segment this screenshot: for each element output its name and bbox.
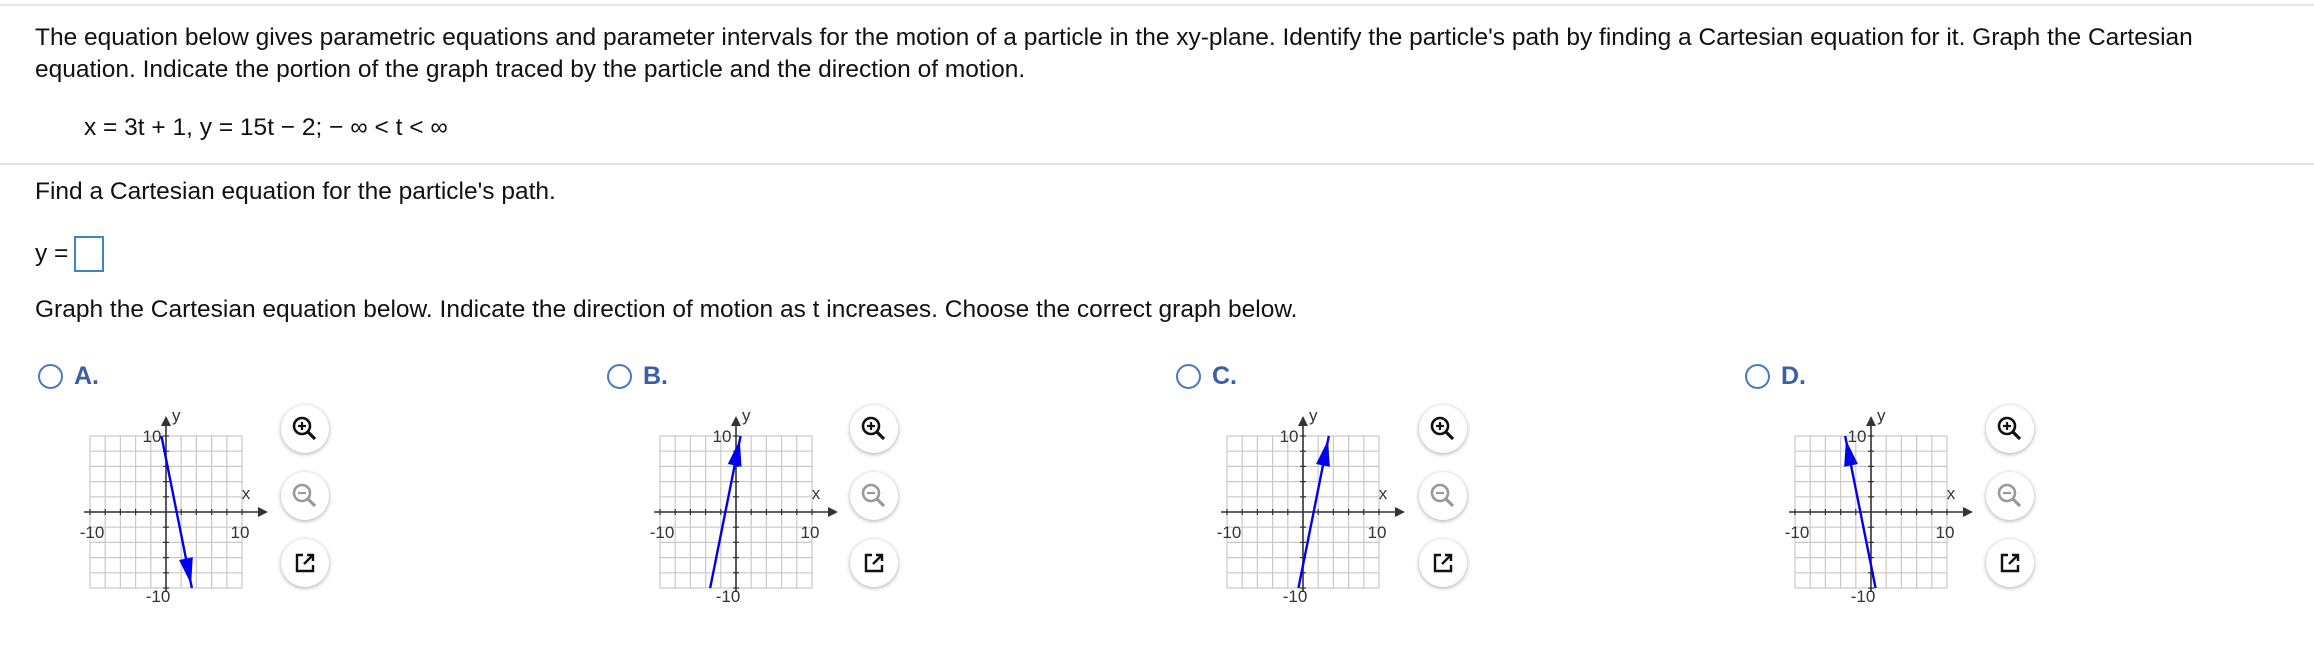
y-min-tick-label: -10: [715, 587, 741, 606]
option-a-graph-svg: [70, 406, 280, 606]
zoom-in-icon: [1428, 414, 1458, 444]
option-a-label: A.: [74, 362, 99, 390]
option-b-graph-svg: [640, 406, 850, 606]
option-d[interactable]: [1745, 362, 1806, 391]
option-d-pop-out-button[interactable]: [1986, 539, 2034, 587]
x-axis-arrow: [258, 507, 268, 517]
x-axis-label: x: [1378, 484, 1388, 503]
y-min-tick-label: -10: [1850, 587, 1876, 606]
y-axis-arrow: [731, 416, 741, 426]
option-c-zoom-out-button[interactable]: [1419, 472, 1467, 520]
option-d-zoom-in-button[interactable]: [1986, 405, 2034, 453]
option-c-label: C.: [1212, 362, 1237, 390]
y-axis-label: y: [1309, 406, 1318, 425]
x-min-tick-label: -10: [1216, 523, 1242, 542]
option-a[interactable]: [38, 362, 99, 391]
option-a-graph: [70, 406, 280, 606]
zoom-in-icon: [290, 414, 320, 444]
option-a-zoom-out-button[interactable]: [281, 472, 329, 520]
option-d-graph-svg: [1775, 406, 1985, 606]
option-d-zoom-out-button[interactable]: [1986, 472, 2034, 520]
option-b-pop-out-button[interactable]: [850, 539, 898, 587]
zoom-in-icon: [859, 414, 889, 444]
zoom-in-icon: [1995, 414, 2025, 444]
option-b-zoom-out-button[interactable]: [850, 472, 898, 520]
option-b-graph: [640, 406, 850, 606]
option-c-radio[interactable]: [1176, 364, 1201, 389]
option-c-zoom-in-button[interactable]: [1419, 405, 1467, 453]
y-axis-label: y: [172, 406, 181, 425]
answer-input[interactable]: [74, 236, 104, 272]
x-min-tick-label: -10: [79, 523, 105, 542]
pop-out-icon: [1997, 550, 2023, 576]
y-max-tick-label: 10: [142, 427, 162, 446]
option-d-graph: [1775, 406, 1985, 606]
x-axis-arrow: [828, 507, 838, 517]
y-axis-arrow: [161, 416, 171, 426]
option-d-label: D.: [1781, 362, 1806, 390]
answer-row: [35, 236, 104, 272]
y-max-tick-label: 10: [712, 427, 732, 446]
x-axis-label: x: [1946, 484, 1956, 503]
option-a-zoom-in-button[interactable]: [281, 405, 329, 453]
option-b-radio[interactable]: [607, 364, 632, 389]
top-divider: [0, 4, 2314, 6]
x-min-tick-label: -10: [1784, 523, 1810, 542]
zoom-out-icon: [1428, 481, 1458, 511]
x-max-tick-label: 10: [230, 523, 250, 542]
parametric-equation: x = 3t + 1, y = 15t − 2; − ∞ < t < ∞: [84, 114, 448, 141]
zoom-out-icon: [859, 481, 889, 511]
answer-label: y =: [35, 240, 69, 267]
find-prompt: Find a Cartesian equation for the particle's path.: [35, 178, 556, 205]
y-min-tick-label: -10: [1282, 587, 1308, 606]
x-axis-arrow: [1395, 507, 1405, 517]
y-min-tick-label: -10: [145, 587, 171, 606]
option-b-zoom-in-button[interactable]: [850, 405, 898, 453]
pop-out-icon: [1430, 550, 1456, 576]
question-intro: The equation below gives parametric equations and parameter intervals for the motion of a particle in the xy-plane. Identify the particle's path by finding a Cartesian equation for it. Graph the Cartesian equation. Indicate the portion of the graph traced by the particle and the direction of motion.: [35, 24, 2193, 83]
y-max-tick-label: 10: [1279, 427, 1299, 446]
option-d-radio[interactable]: [1745, 364, 1770, 389]
section-divider: [0, 163, 2314, 165]
y-axis-label: y: [742, 406, 751, 425]
zoom-out-icon: [1995, 481, 2025, 511]
x-axis-label: x: [241, 484, 251, 503]
y-axis-arrow: [1298, 416, 1308, 426]
y-max-tick-label: 10: [1847, 427, 1867, 446]
x-max-tick-label: 10: [1935, 523, 1955, 542]
y-axis-arrow: [1866, 416, 1876, 426]
option-b-label: B.: [643, 362, 668, 390]
x-max-tick-label: 10: [1367, 523, 1387, 542]
option-a-radio[interactable]: [38, 364, 63, 389]
x-max-tick-label: 10: [800, 523, 820, 542]
x-axis-label: x: [811, 484, 821, 503]
zoom-out-icon: [290, 481, 320, 511]
pop-out-icon: [292, 550, 318, 576]
y-axis-label: y: [1877, 406, 1886, 425]
option-c-graph: [1207, 406, 1417, 606]
option-b[interactable]: [607, 362, 668, 391]
option-c[interactable]: [1176, 362, 1237, 391]
graph-prompt: Graph the Cartesian equation below. Indicate the direction of motion as t increases. Choose the correct graph below.: [35, 296, 1298, 323]
pop-out-icon: [861, 550, 887, 576]
option-c-pop-out-button[interactable]: [1419, 539, 1467, 587]
option-a-pop-out-button[interactable]: [281, 539, 329, 587]
x-min-tick-label: -10: [649, 523, 675, 542]
x-axis-arrow: [1963, 507, 1973, 517]
option-c-graph-svg: [1207, 406, 1417, 606]
